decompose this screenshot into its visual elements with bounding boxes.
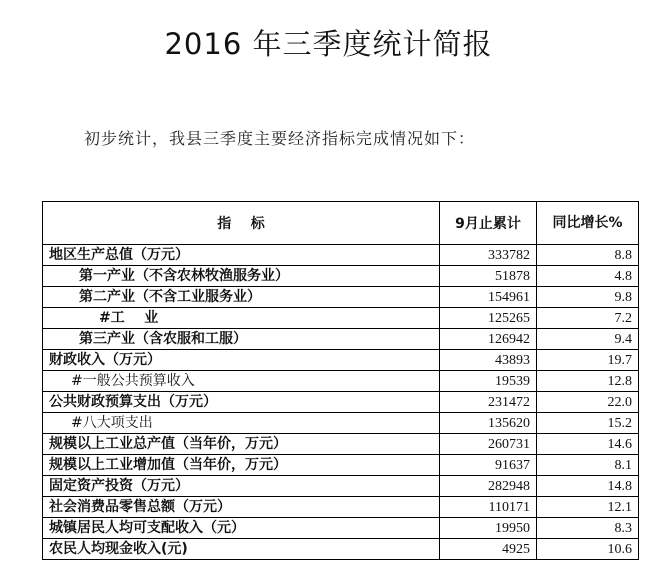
- table-row: [43, 434, 639, 455]
- row-label: 第二产业（不含工业服务业）: [43, 287, 440, 308]
- table-row: [43, 455, 639, 476]
- statistics-table: [42, 201, 639, 560]
- row-label: 固定资产投资（万元）: [43, 476, 440, 497]
- row-growth-value: 14.6: [537, 434, 639, 455]
- row-growth-value: 8.3: [537, 518, 639, 539]
- row-growth-value: 19.7: [537, 350, 639, 371]
- row-label: 地区生产总值（万元）: [43, 245, 440, 266]
- row-cumulative-value: 19950: [440, 518, 537, 539]
- row-growth-value: 12.1: [537, 497, 639, 518]
- row-growth-value: 12.8: [537, 371, 639, 392]
- row-label: 社会消费品零售总额（万元）: [43, 497, 440, 518]
- row-growth-value: 8.1: [537, 455, 639, 476]
- table-row: [43, 392, 639, 413]
- row-growth-value: 15.2: [537, 413, 639, 434]
- row-cumulative-value: 333782: [440, 245, 537, 266]
- row-cumulative-value: 126942: [440, 329, 537, 350]
- row-cumulative-value: 51878: [440, 266, 537, 287]
- table-row: [43, 245, 639, 266]
- table-row: [43, 329, 639, 350]
- row-cumulative-value: 19539: [440, 371, 537, 392]
- row-label: #一般公共预算收入: [43, 371, 440, 392]
- header-cumulative: 9月止累计: [440, 202, 537, 245]
- table-header-row: [43, 202, 639, 245]
- header-indicator: 指 标: [43, 202, 440, 245]
- row-label: 农民人均现金收入(元): [43, 539, 440, 560]
- row-cumulative-value: 154961: [440, 287, 537, 308]
- row-label: 财政收入（万元）: [43, 350, 440, 371]
- table-row: [43, 287, 639, 308]
- row-cumulative-value: 135620: [440, 413, 537, 434]
- header-growth: 同比增长%: [537, 202, 639, 245]
- row-label: 规模以上工业总产值（当年价，万元）: [43, 434, 440, 455]
- row-cumulative-value: 260731: [440, 434, 537, 455]
- table-row: [43, 539, 639, 560]
- row-label: 规模以上工业增加值（当年价，万元）: [43, 455, 440, 476]
- page-title: 2016 年三季度统计简报: [164, 27, 493, 61]
- row-cumulative-value: 231472: [440, 392, 537, 413]
- table-row: [43, 350, 639, 371]
- row-label: 第一产业（不含农林牧渔服务业）: [43, 266, 440, 287]
- row-label: #八大项支出: [43, 413, 440, 434]
- table-row: [43, 413, 639, 434]
- table-row: [43, 497, 639, 518]
- table-row: [43, 371, 639, 392]
- table-row: [43, 476, 639, 497]
- intro-text: 初步统计，我县三季度主要经济指标完成情况如下：: [84, 129, 476, 148]
- row-growth-value: 22.0: [537, 392, 639, 413]
- row-growth-value: 8.8: [537, 245, 639, 266]
- row-growth-value: 9.8: [537, 287, 639, 308]
- row-cumulative-value: 125265: [440, 308, 537, 329]
- row-label: 城镇居民人均可支配收入（元）: [43, 518, 440, 539]
- row-growth-value: 7.2: [537, 308, 639, 329]
- table-row: [43, 266, 639, 287]
- row-label: 公共财政预算支出（万元）: [43, 392, 440, 413]
- row-cumulative-value: 110171: [440, 497, 537, 518]
- row-cumulative-value: 91637: [440, 455, 537, 476]
- table-body: [43, 245, 639, 560]
- table-row: [43, 518, 639, 539]
- row-cumulative-value: 43893: [440, 350, 537, 371]
- table-row: [43, 308, 639, 329]
- row-label: #工 业: [43, 308, 440, 329]
- row-cumulative-value: 282948: [440, 476, 537, 497]
- row-cumulative-value: 4925: [440, 539, 537, 560]
- row-growth-value: 14.8: [537, 476, 639, 497]
- row-label: 第三产业（含农服和工服）: [43, 329, 440, 350]
- row-growth-value: 10.6: [537, 539, 639, 560]
- row-growth-value: 4.8: [537, 266, 639, 287]
- row-growth-value: 9.4: [537, 329, 639, 350]
